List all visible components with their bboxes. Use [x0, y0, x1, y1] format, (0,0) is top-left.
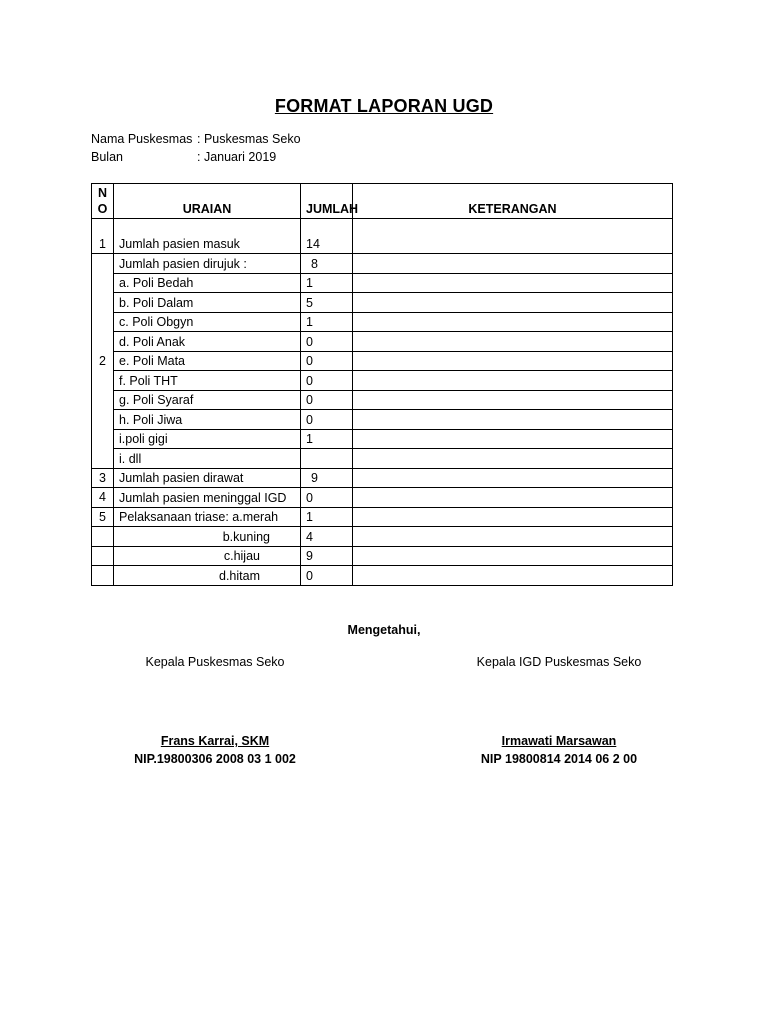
table-row: [92, 332, 673, 352]
left-signer-nip: NIP.19800306 2008 03 1 002: [134, 752, 296, 766]
meta-label: Bulan: [91, 150, 123, 164]
right-signer-nip: NIP 19800814 2014 06 2 00: [480, 752, 638, 766]
cell-keterangan: [353, 312, 673, 332]
cell-jumlah: 14: [301, 219, 353, 254]
cell-keterangan: [353, 351, 673, 371]
cell-uraian: Pelaksanaan triase: a.merah: [114, 507, 301, 527]
cell-jumlah: 8: [301, 254, 353, 274]
header-uraian: URAIAN: [114, 184, 301, 219]
cell-keterangan: [353, 293, 673, 313]
cell-jumlah: 0: [301, 390, 353, 410]
header-jumlah: JUMLAH: [301, 184, 353, 219]
cell-uraian: c. Poli Obgyn: [114, 312, 301, 332]
cell-no: [92, 527, 114, 547]
cell-uraian: Jumlah pasien masuk: [114, 219, 301, 254]
document-title: FORMAT LAPORAN UGD: [274, 96, 494, 116]
cell-uraian: h. Poli Jiwa: [114, 410, 301, 430]
cell-jumlah: 0: [301, 371, 353, 391]
table-row: [92, 273, 673, 293]
cell-keterangan: [353, 546, 673, 566]
cell-keterangan: [353, 507, 673, 527]
table-row: [92, 371, 673, 391]
cell-keterangan: [353, 390, 673, 410]
cell-jumlah: [301, 449, 353, 469]
cell-uraian: Jumlah pasien dirujuk :: [114, 254, 301, 274]
cell-no: 4: [92, 488, 114, 508]
mengetahui-label: Mengetahui,: [347, 623, 421, 637]
cell-jumlah: 0: [301, 488, 353, 508]
table-row: [92, 312, 673, 332]
cell-jumlah: 1: [301, 312, 353, 332]
cell-keterangan: [353, 468, 673, 488]
table-row: [92, 488, 673, 508]
cell-jumlah: 4: [301, 527, 353, 547]
cell-no: 3: [92, 468, 114, 488]
cell-no: 5: [92, 507, 114, 527]
cell-jumlah: 1: [301, 429, 353, 449]
table-row: [92, 254, 673, 274]
cell-jumlah: 0: [301, 332, 353, 352]
table-row: [92, 527, 673, 547]
cell-keterangan: [353, 410, 673, 430]
left-signer-role: Kepala Puskesmas Seko: [145, 655, 285, 669]
table-row: [92, 566, 673, 586]
table-row: [92, 546, 673, 566]
table-row: [92, 410, 673, 430]
cell-uraian: b. Poli Dalam: [114, 293, 301, 313]
right-signer-name: Irmawati Marsawan: [501, 734, 617, 748]
cell-keterangan: [353, 449, 673, 469]
right-signer-role: Kepala IGD Puskesmas Seko: [476, 655, 642, 669]
meta-value: : Januari 2019: [197, 150, 277, 164]
cell-uraian: b.kuning: [114, 527, 301, 547]
cell-keterangan: [353, 273, 673, 293]
cell-keterangan: [353, 429, 673, 449]
table-row: [92, 507, 673, 527]
table-row: [92, 468, 673, 488]
cell-jumlah: 1: [301, 507, 353, 527]
table-row: [92, 351, 673, 371]
cell-jumlah: 5: [301, 293, 353, 313]
table-row: [92, 293, 673, 313]
cell-jumlah: 0: [301, 410, 353, 430]
cell-jumlah: 1: [301, 273, 353, 293]
cell-uraian: Jumlah pasien dirawat: [114, 468, 301, 488]
table-row: [92, 449, 673, 469]
cell-uraian: e. Poli Mata: [114, 351, 301, 371]
cell-uraian: i. dll: [114, 449, 301, 469]
table-row: [92, 429, 673, 449]
cell-jumlah: 0: [301, 566, 353, 586]
cell-uraian: d.hitam: [114, 566, 301, 586]
cell-jumlah: 0: [301, 351, 353, 371]
left-signer-name: Frans Karrai, SKM: [160, 734, 270, 748]
cell-no: 2: [92, 254, 114, 469]
header-no-line1: N: [97, 186, 108, 200]
cell-jumlah: 9: [301, 546, 353, 566]
cell-uraian: d. Poli Anak: [114, 332, 301, 352]
cell-no: [92, 546, 114, 566]
cell-uraian: i.poli gigi: [114, 429, 301, 449]
cell-keterangan: [353, 254, 673, 274]
cell-uraian: f. Poli THT: [114, 371, 301, 391]
cell-no: [92, 566, 114, 586]
report-table: [91, 183, 673, 586]
cell-jumlah: 9: [301, 468, 353, 488]
table-header-row: [92, 184, 673, 219]
header-no: [92, 184, 114, 219]
header-keterangan: KETERANGAN: [353, 184, 673, 219]
header-no-line2: O: [97, 202, 108, 216]
cell-keterangan: [353, 488, 673, 508]
cell-uraian: c.hijau: [114, 546, 301, 566]
cell-uraian: a. Poli Bedah: [114, 273, 301, 293]
table-row: [92, 219, 673, 254]
cell-no: 1: [92, 219, 114, 254]
cell-keterangan: [353, 566, 673, 586]
cell-keterangan: [353, 219, 673, 254]
table-row: [92, 390, 673, 410]
cell-keterangan: [353, 527, 673, 547]
cell-uraian: g. Poli Syaraf: [114, 390, 301, 410]
meta-bulan: [91, 150, 276, 164]
meta-label: Nama Puskesmas: [91, 132, 193, 146]
cell-keterangan: [353, 332, 673, 352]
meta-value: : Puskesmas Seko: [197, 132, 301, 146]
cell-uraian: Jumlah pasien meninggal IGD: [114, 488, 301, 508]
cell-keterangan: [353, 371, 673, 391]
meta-puskesmas: [91, 132, 301, 146]
